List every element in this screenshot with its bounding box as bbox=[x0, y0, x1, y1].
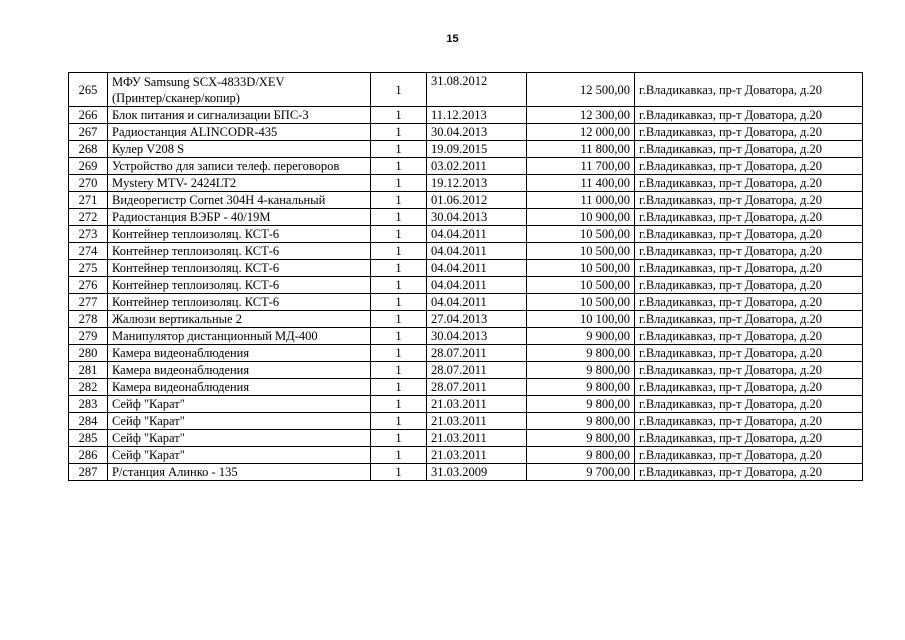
table-row bbox=[69, 192, 863, 209]
item-address: г.Владикавказ, пр-т Доватора, д.20 bbox=[635, 158, 863, 175]
item-date: 30.04.2013 bbox=[427, 209, 527, 226]
table-row bbox=[69, 345, 863, 362]
table-row bbox=[69, 413, 863, 430]
item-quantity: 1 bbox=[371, 175, 427, 192]
item-date: 28.07.2011 bbox=[427, 362, 527, 379]
item-name: Видеорегистр Cornet 304H 4-канальный bbox=[108, 192, 371, 209]
item-address: г.Владикавказ, пр-т Доватора, д.20 bbox=[635, 413, 863, 430]
item-price: 12 300,00 bbox=[527, 107, 635, 124]
item-quantity: 1 bbox=[371, 430, 427, 447]
table-row bbox=[69, 124, 863, 141]
item-quantity: 1 bbox=[371, 294, 427, 311]
item-quantity: 1 bbox=[371, 192, 427, 209]
item-name: Кулер V208 S bbox=[108, 141, 371, 158]
item-date: 31.03.2009 bbox=[427, 464, 527, 481]
item-address: г.Владикавказ, пр-т Доватора, д.20 bbox=[635, 345, 863, 362]
item-price: 9 800,00 bbox=[527, 362, 635, 379]
row-number: 277 bbox=[69, 294, 108, 311]
row-number: 274 bbox=[69, 243, 108, 260]
item-date: 28.07.2011 bbox=[427, 345, 527, 362]
table-row bbox=[69, 430, 863, 447]
item-name: Камера видеонаблюдения bbox=[108, 362, 371, 379]
item-address: г.Владикавказ, пр-т Доватора, д.20 bbox=[635, 379, 863, 396]
item-price: 10 500,00 bbox=[527, 243, 635, 260]
item-address: г.Владикавказ, пр-т Доватора, д.20 bbox=[635, 260, 863, 277]
item-date: 21.03.2011 bbox=[427, 413, 527, 430]
item-price: 9 800,00 bbox=[527, 447, 635, 464]
item-date: 04.04.2011 bbox=[427, 243, 527, 260]
item-date: 03.02.2011 bbox=[427, 158, 527, 175]
item-address: г.Владикавказ, пр-т Доватора, д.20 bbox=[635, 464, 863, 481]
item-price: 9 700,00 bbox=[527, 464, 635, 481]
table-row bbox=[69, 226, 863, 243]
table-row bbox=[69, 158, 863, 175]
item-address: г.Владикавказ, пр-т Доватора, д.20 bbox=[635, 243, 863, 260]
item-price: 12 500,00 bbox=[527, 73, 635, 107]
table-row bbox=[69, 243, 863, 260]
row-number: 285 bbox=[69, 430, 108, 447]
item-name: Блок питания и сигнализации БПС-3 bbox=[108, 107, 371, 124]
table-row bbox=[69, 175, 863, 192]
item-date: 21.03.2011 bbox=[427, 396, 527, 413]
item-name-line: (Принтер/сканер/копир) bbox=[112, 90, 240, 105]
table-row bbox=[69, 328, 863, 345]
item-quantity: 1 bbox=[371, 379, 427, 396]
item-price: 9 800,00 bbox=[527, 379, 635, 396]
item-address: г.Владикавказ, пр-т Доватора, д.20 bbox=[635, 175, 863, 192]
item-address: г.Владикавказ, пр-т Доватора, д.20 bbox=[635, 447, 863, 464]
row-number: 271 bbox=[69, 192, 108, 209]
row-number: 278 bbox=[69, 311, 108, 328]
item-quantity: 1 bbox=[371, 124, 427, 141]
item-address: г.Владикавказ, пр-т Доватора, д.20 bbox=[635, 73, 863, 107]
item-address: г.Владикавказ, пр-т Доватора, д.20 bbox=[635, 430, 863, 447]
item-quantity: 1 bbox=[371, 345, 427, 362]
item-quantity: 1 bbox=[371, 464, 427, 481]
row-number: 269 bbox=[69, 158, 108, 175]
item-date: 31.08.2012 bbox=[427, 73, 527, 107]
item-price: 11 000,00 bbox=[527, 192, 635, 209]
item-price: 11 400,00 bbox=[527, 175, 635, 192]
item-address: г.Владикавказ, пр-т Доватора, д.20 bbox=[635, 277, 863, 294]
item-address: г.Владикавказ, пр-т Доватора, д.20 bbox=[635, 107, 863, 124]
item-address: г.Владикавказ, пр-т Доватора, д.20 bbox=[635, 362, 863, 379]
table-row bbox=[69, 447, 863, 464]
item-name: Манипулятор дистанционный МД-400 bbox=[108, 328, 371, 345]
item-date: 27.04.2013 bbox=[427, 311, 527, 328]
item-price: 11 700,00 bbox=[527, 158, 635, 175]
item-name: Контейнер теплоизоляц. КСТ-6 bbox=[108, 226, 371, 243]
item-date: 19.09.2015 bbox=[427, 141, 527, 158]
item-price: 9 900,00 bbox=[527, 328, 635, 345]
table-row bbox=[69, 277, 863, 294]
table-row bbox=[69, 209, 863, 226]
item-quantity: 1 bbox=[371, 226, 427, 243]
row-number: 266 bbox=[69, 107, 108, 124]
item-price: 10 500,00 bbox=[527, 260, 635, 277]
row-number: 286 bbox=[69, 447, 108, 464]
item-price: 10 500,00 bbox=[527, 294, 635, 311]
item-quantity: 1 bbox=[371, 311, 427, 328]
item-quantity: 1 bbox=[371, 260, 427, 277]
item-quantity: 1 bbox=[371, 107, 427, 124]
item-address: г.Владикавказ, пр-т Доватора, д.20 bbox=[635, 328, 863, 345]
item-name: Устройство для записи телеф. переговоров bbox=[108, 158, 371, 175]
item-price: 9 800,00 bbox=[527, 430, 635, 447]
item-name: Радиостанция ВЭБР - 40/19М bbox=[108, 209, 371, 226]
item-name: Контейнер теплоизоляц. КСТ-6 bbox=[108, 277, 371, 294]
item-address: г.Владикавказ, пр-т Доватора, д.20 bbox=[635, 226, 863, 243]
row-number: 280 bbox=[69, 345, 108, 362]
item-address: г.Владикавказ, пр-т Доватора, д.20 bbox=[635, 209, 863, 226]
page-number: 15 bbox=[446, 33, 459, 45]
row-number: 281 bbox=[69, 362, 108, 379]
item-price: 9 800,00 bbox=[527, 345, 635, 362]
item-date: 21.03.2011 bbox=[427, 430, 527, 447]
table-row bbox=[69, 141, 863, 158]
item-date: 28.07.2011 bbox=[427, 379, 527, 396]
table-row bbox=[69, 396, 863, 413]
item-name: Жалюзи вертикальные 2 bbox=[108, 311, 371, 328]
table-row bbox=[69, 464, 863, 481]
item-quantity: 1 bbox=[371, 447, 427, 464]
item-date: 19.12.2013 bbox=[427, 175, 527, 192]
table-row bbox=[69, 260, 863, 277]
item-date: 04.04.2011 bbox=[427, 277, 527, 294]
item-name-line: МФУ Samsung SCX-4833D/XEV bbox=[112, 74, 285, 89]
item-name: Камера видеонаблюдения bbox=[108, 345, 371, 362]
item-address: г.Владикавказ, пр-т Доватора, д.20 bbox=[635, 294, 863, 311]
item-quantity: 1 bbox=[371, 277, 427, 294]
item-name: Сейф "Карат" bbox=[108, 430, 371, 447]
item-quantity: 1 bbox=[371, 141, 427, 158]
item-quantity: 1 bbox=[371, 243, 427, 260]
item-date: 04.04.2011 bbox=[427, 226, 527, 243]
item-price: 10 500,00 bbox=[527, 277, 635, 294]
item-price: 10 500,00 bbox=[527, 226, 635, 243]
item-name: Сейф "Карат" bbox=[108, 447, 371, 464]
item-name: Радиостанция ALINCODR-435 bbox=[108, 124, 371, 141]
item-date: 30.04.2013 bbox=[427, 124, 527, 141]
item-name: Камера видеонаблюдения bbox=[108, 379, 371, 396]
row-number: 287 bbox=[69, 464, 108, 481]
row-number: 270 bbox=[69, 175, 108, 192]
row-number: 283 bbox=[69, 396, 108, 413]
row-number: 276 bbox=[69, 277, 108, 294]
item-name: Сейф "Карат" bbox=[108, 413, 371, 430]
item-quantity: 1 bbox=[371, 396, 427, 413]
item-quantity: 1 bbox=[371, 209, 427, 226]
table-row bbox=[69, 73, 863, 107]
row-number: 284 bbox=[69, 413, 108, 430]
table-row bbox=[69, 294, 863, 311]
inventory-table-body bbox=[69, 73, 863, 481]
item-quantity: 1 bbox=[371, 158, 427, 175]
item-quantity: 1 bbox=[371, 413, 427, 430]
row-number: 268 bbox=[69, 141, 108, 158]
item-name: Контейнер теплоизоляц. КСТ-6 bbox=[108, 260, 371, 277]
item-date: 11.12.2013 bbox=[427, 107, 527, 124]
item-price: 11 800,00 bbox=[527, 141, 635, 158]
item-name: Контейнер теплоизоляц. КСТ-6 bbox=[108, 294, 371, 311]
table-row bbox=[69, 362, 863, 379]
row-number: 275 bbox=[69, 260, 108, 277]
item-address: г.Владикавказ, пр-т Доватора, д.20 bbox=[635, 311, 863, 328]
row-number: 272 bbox=[69, 209, 108, 226]
row-number: 282 bbox=[69, 379, 108, 396]
item-name: Р/станция Алинко - 135 bbox=[108, 464, 371, 481]
item-name: Сейф "Карат" bbox=[108, 396, 371, 413]
item-date: 04.04.2011 bbox=[427, 260, 527, 277]
item-date: 04.04.2011 bbox=[427, 294, 527, 311]
table-row bbox=[69, 107, 863, 124]
item-address: г.Владикавказ, пр-т Доватора, д.20 bbox=[635, 192, 863, 209]
row-number: 279 bbox=[69, 328, 108, 345]
row-number: 265 bbox=[69, 73, 108, 107]
row-number: 273 bbox=[69, 226, 108, 243]
item-name: Контейнер теплоизоляц. КСТ-6 bbox=[108, 243, 371, 260]
item-date: 21.03.2011 bbox=[427, 447, 527, 464]
item-name: Mystery MTV- 2424LT2 bbox=[108, 175, 371, 192]
item-date: 30.04.2013 bbox=[427, 328, 527, 345]
item-price: 10 900,00 bbox=[527, 209, 635, 226]
item-name bbox=[108, 73, 371, 107]
item-address: г.Владикавказ, пр-т Доватора, д.20 bbox=[635, 141, 863, 158]
item-price: 9 800,00 bbox=[527, 413, 635, 430]
item-quantity: 1 bbox=[371, 73, 427, 107]
item-price: 9 800,00 bbox=[527, 396, 635, 413]
inventory-table bbox=[68, 72, 863, 481]
row-number: 267 bbox=[69, 124, 108, 141]
item-quantity: 1 bbox=[371, 328, 427, 345]
item-address: г.Владикавказ, пр-т Доватора, д.20 bbox=[635, 396, 863, 413]
table-row bbox=[69, 379, 863, 396]
item-quantity: 1 bbox=[371, 362, 427, 379]
table-row bbox=[69, 311, 863, 328]
item-date: 01.06.2012 bbox=[427, 192, 527, 209]
item-price: 10 100,00 bbox=[527, 311, 635, 328]
item-price: 12 000,00 bbox=[527, 124, 635, 141]
item-address: г.Владикавказ, пр-т Доватора, д.20 bbox=[635, 124, 863, 141]
